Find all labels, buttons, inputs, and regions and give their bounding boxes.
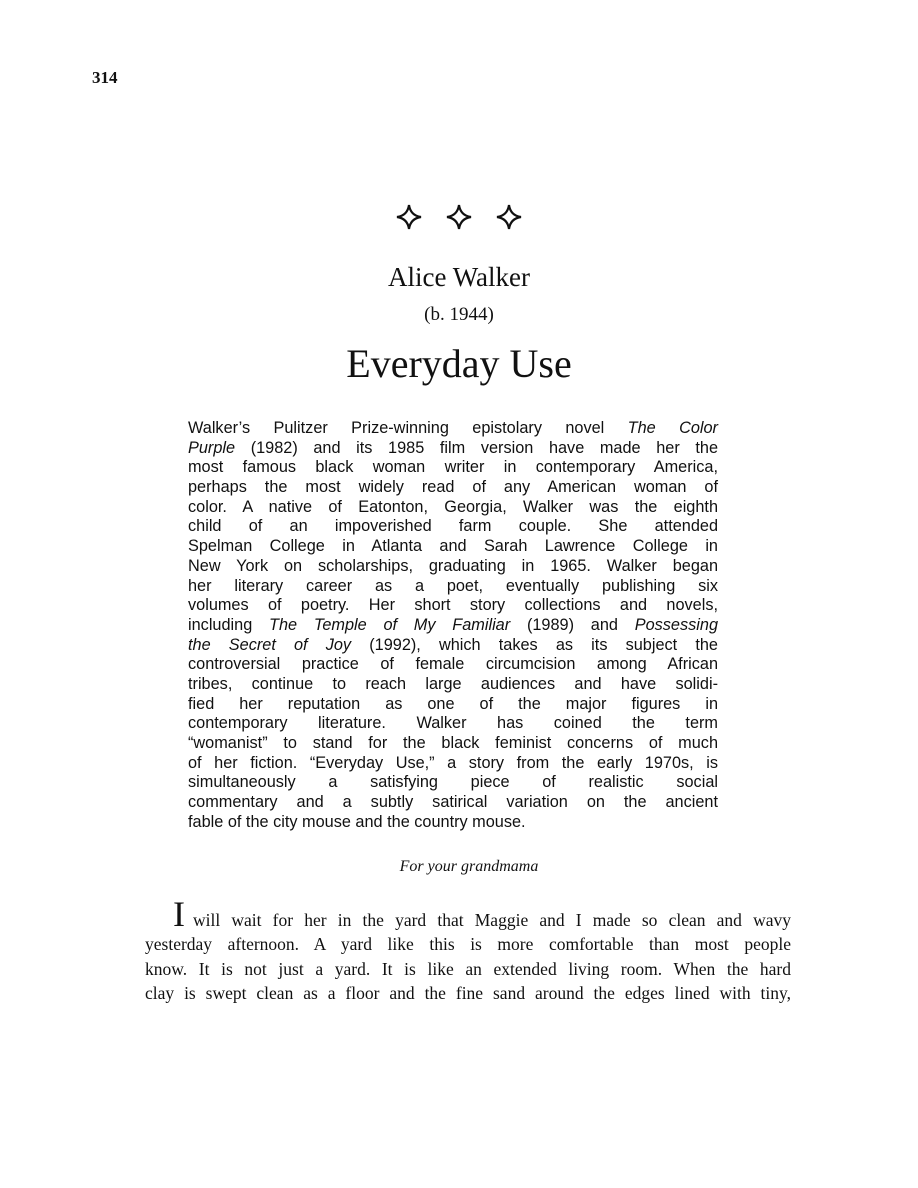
bio-line: fable of the city mouse and the country mouse. [188, 812, 526, 831]
author-biography [188, 419, 718, 832]
bio-line: Spelman College in Atlanta and Sarah Lawrence College in [188, 537, 718, 556]
bio-line: including The Temple of My Familiar (1989) and Possessing [188, 615, 718, 634]
story-line: know. It is not just a yard. It is like an extended living room. When the hard [145, 958, 791, 979]
story-line: yesterday afternoon. A yard like this is more comfortable than most people [145, 934, 791, 955]
bio-line: perhaps the most widely read of any American woman of [188, 478, 718, 497]
drop-cap: I [173, 894, 185, 934]
bio-line: New York on scholarships, graduating in 1965. Walker began [188, 556, 718, 575]
bio-line: tribes, continue to reach large audiences and have solidi- [188, 674, 718, 693]
bio-line: color. A native of Eatonton, Georgia, Walker was the eighth [188, 497, 718, 516]
bio-line: volumes of poetry. Her short story collections and novels, [188, 596, 718, 615]
bio-line: most famous black woman writer in contemporary America, [188, 458, 718, 477]
section-ornaments [0, 204, 918, 235]
author-dates: (b. 1944) [424, 304, 494, 325]
page-number: 314 [92, 68, 118, 87]
author-name: Alice Walker [387, 262, 530, 292]
bio-line: child of an impoverished farm couple. She attended [188, 517, 718, 536]
star-ornament-icon [496, 204, 522, 230]
bio-line: simultaneously a satisfying piece of realistic social [188, 773, 718, 792]
bio-line: her literary career as a poet, eventually publishing six [188, 576, 718, 595]
bio-line: of her fiction. “Everyday Use,” a story from the early 1970s, is [188, 753, 718, 772]
bio-line: controversial practice of female circumcision among African [188, 655, 718, 674]
star-ornament-icon [446, 204, 472, 230]
story-line: Iwill wait for her in the yard that Maggie and I made so clean and wavy [173, 894, 791, 934]
story-line: clay is swept clean as a floor and the fine sand around the edges lined with tiny, [145, 982, 791, 1003]
bio-line: contemporary literature. Walker has coined the term [188, 714, 718, 733]
bio-line: “womanist” to stand for the black feminist concerns of much [188, 734, 718, 752]
story-text [145, 894, 791, 1005]
star-ornament-icon [396, 204, 422, 230]
bio-line: the Secret of Joy (1992), which takes as its subject the [188, 635, 718, 654]
bio-line: fied her reputation as one of the major figures in [188, 694, 718, 713]
bio-line: Walker’s Pulitzer Prize-winning epistolary novel The Color [188, 419, 718, 437]
bio-line: commentary and a subtly satirical variation on the ancient [188, 793, 718, 812]
bio-line: Purple (1982) and its 1985 film version have made her the [188, 438, 718, 457]
dedication: For your grandmama [399, 858, 539, 875]
story-title: Everyday Use [346, 341, 572, 386]
